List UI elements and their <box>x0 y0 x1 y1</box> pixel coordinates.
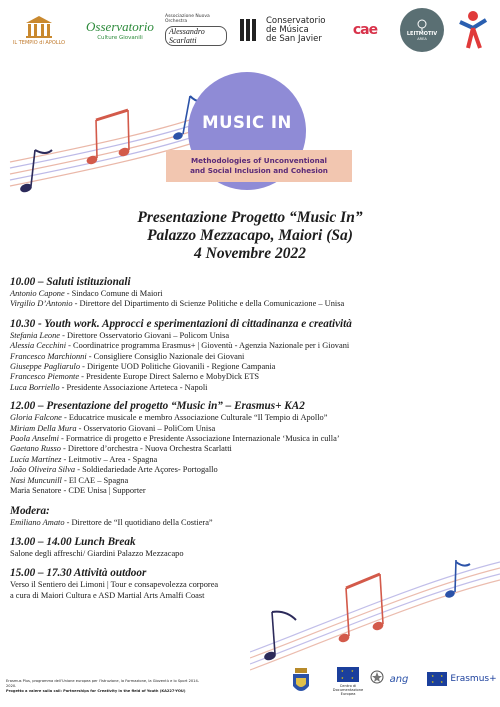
republic-emblem-logo <box>370 670 384 684</box>
conservatorio-line-3: de San Javier <box>266 33 322 44</box>
speaker-name: Lucía Martínez <box>10 454 62 464</box>
speaker-name: João Oliveira Silva <box>10 465 76 475</box>
speaker-role: - Leitmotiv – Area - Spagna <box>61 454 158 464</box>
speaker-role: - CDE Unisa | Supporter <box>61 486 146 496</box>
erasmus-plus-text: Erasmus+ <box>450 674 497 684</box>
cde-unisa-logo <box>330 664 366 698</box>
leitmotiv-badge <box>400 8 444 52</box>
leitmotiv-text: LEITMOTIV <box>406 31 438 37</box>
event-title-line-1: Presentazione Progetto “Music In” <box>137 209 363 226</box>
music-staff-bottom-illustration <box>250 560 500 680</box>
section-heading: 15.00 – 17.30 Attività outdoor <box>10 567 147 580</box>
person-figure-icon <box>456 8 490 52</box>
cde-logo-text: Centro di Documentazione Europea <box>332 683 364 696</box>
speaker-name: Paola Anselmi <box>10 434 59 444</box>
speaker-role: - Direttore Osservatorio Giovani – Policom Unisa <box>60 330 230 340</box>
speaker-name: Emiliano Amato <box>10 517 65 527</box>
event-title <box>0 209 500 263</box>
conservatorio-line-2: de Música <box>266 24 309 35</box>
project-subtitle <box>166 150 352 182</box>
conservatorio-logo <box>240 6 332 54</box>
tempio-di-apollo-logo <box>6 6 72 54</box>
info-line: Salone degli affreschi/ Giardini Palazzo Mezzacapo <box>10 548 184 558</box>
program-section-presentazione <box>10 400 490 496</box>
speaker-role: - Soldiedariedade Arte Açores- Portogallo <box>75 465 218 475</box>
speaker-name: Luca Borriello <box>10 382 60 392</box>
footer-line-2: Progetto a valere sulla call: Partnerships for Creativity in the field of Youth (KA227-YOU) <box>6 689 186 693</box>
erasmus-plus-logo <box>424 670 500 688</box>
speaker-line <box>10 518 490 528</box>
section-heading: 10.30 - Youth work. Approcci e sperimentazioni di cittadinanza e creatività <box>10 317 352 330</box>
speaker-role: - Direttore de “Il quotidiano della Costiera” <box>64 517 213 527</box>
temple-icon <box>24 14 54 40</box>
speaker-line <box>10 352 490 362</box>
speaker-line <box>10 372 490 382</box>
section-heading: 13.00 – 14.00 Lunch Break <box>10 535 136 548</box>
osservatorio-logo <box>84 6 156 54</box>
orchestra-scarlatti-logo <box>165 6 227 54</box>
speaker-role: - Formatrice di progetto e Presidente Associazione Internazionale ‘Musica in culla’ <box>58 434 340 444</box>
speaker-name: Stefania Leone <box>10 330 61 340</box>
speaker-line <box>10 486 490 496</box>
speaker-role: - Consigliere Consiglio Nazionale dei Giovani <box>86 351 245 361</box>
info-line: a cura di Maiori Cultura e ASD Martial Arts Amalfi Coast <box>10 590 205 600</box>
program-section-youth-work <box>10 318 490 393</box>
ang-logo-text: ang <box>389 673 409 685</box>
coat-of-arms-icon <box>292 668 310 696</box>
speaker-name: Gaetano Russo <box>10 444 61 454</box>
speaker-line <box>10 465 490 475</box>
project-title: MUSIC IN <box>202 113 292 132</box>
section-heading: 12.00 – Presentazione del progetto “Music in” – Erasmus+ KA2 <box>10 400 305 413</box>
leitmotiv-logo <box>398 6 446 54</box>
speaker-name: Francesco Marchionni <box>10 351 87 361</box>
osservatorio-logo-text: Osservatorio <box>86 19 154 34</box>
footer-logo-bar <box>290 664 500 700</box>
speaker-name: Antonio Capone <box>10 289 65 298</box>
speaker-name: Giuseppe Pagliarulo <box>10 362 81 372</box>
program-section-moderator <box>10 505 490 528</box>
orchestra-logo-text: Alessandro Scarlatti <box>165 26 227 46</box>
partner-logo-bar <box>0 6 500 54</box>
speaker-line <box>10 299 490 309</box>
speaker-role: - El CAE – Spagna <box>61 475 129 485</box>
eu-flag-icon: ★ ★ ★ ★ <box>427 672 447 686</box>
maiori-coat-of-arms-logo <box>290 666 312 698</box>
speaker-role: - Dirigente UOD Politiche Giovanili - Regione Campania <box>80 362 276 372</box>
speaker-name: Francesco Piemonte <box>10 372 80 382</box>
tempio-logo-text: IL TEMPIO di APOLLO <box>12 40 66 46</box>
speaker-line <box>10 331 490 341</box>
speaker-role: - Presidente Associazione Arteteca - Napoli <box>59 382 208 392</box>
star-emblem-icon <box>370 670 384 684</box>
speaker-line <box>10 444 490 454</box>
balloon-icon <box>416 19 428 31</box>
speaker-line <box>10 362 490 372</box>
project-subtitle-line-2: and Social Inclusion and Cohesion <box>190 166 328 175</box>
speaker-line <box>10 289 490 299</box>
speaker-line <box>10 383 490 393</box>
speaker-name: Gloria Falcone <box>10 413 62 423</box>
speaker-name: Nasi Muncunill <box>10 475 62 485</box>
program-section-saluti <box>10 276 490 310</box>
speaker-line <box>10 424 490 434</box>
leitmotiv-subtext: AREA <box>417 37 427 41</box>
event-venue: Palazzo Mezzacapo, Maiori (Sa) <box>147 227 353 244</box>
music-note-blue-bottom-icon <box>444 560 470 599</box>
speaker-name: Miriam Della Mura <box>10 423 77 433</box>
conservatorio-mark-icon <box>240 19 262 41</box>
section-heading: Modera: <box>10 504 50 517</box>
speaker-line <box>10 434 490 444</box>
cae-logo <box>340 6 390 54</box>
speaker-line <box>10 413 490 423</box>
project-subtitle-line-1: Methodologies of Unconventional <box>190 156 328 165</box>
speaker-line <box>10 476 490 486</box>
speaker-role: - Educatrice musicale e membro Associazione Culturale “Il Tempio di Apollo” <box>61 413 328 423</box>
speaker-role: - Direttore del Dipartimento di Scienze Politiche e della Comunicazione – Unisa <box>72 299 345 309</box>
orchestra-logo-top-text: Associazione Nuova Orchestra <box>165 14 210 24</box>
speaker-name: Alessia Cecchini <box>10 341 67 351</box>
speaker-name: Virgilio D’Antonio <box>10 299 73 309</box>
conservatorio-line-1: Conservatorio <box>266 15 326 26</box>
event-date: 4 Novembre 2022 <box>194 245 306 262</box>
footer-funding-note <box>6 679 206 694</box>
osservatorio-logo-subtext: Culture Giovanili <box>97 35 143 41</box>
speaker-role: - Coordinatrice programma Erasmus+ | Gioventù - Agenzia Nazionale per i Giovani <box>66 341 350 351</box>
eu-flag-icon: ★ ★ ★ ★ <box>337 667 359 682</box>
figure-logo <box>452 6 494 54</box>
speaker-role: - Osservatorio Giovani – PoliCom Unisa <box>76 423 216 433</box>
speaker-name: Maria Senatore <box>10 486 62 496</box>
info-line: Verso il Sentiero dei Limoni | Tour e consapevolezza corporea <box>10 580 219 590</box>
cae-logo-text: cae <box>352 22 378 38</box>
speaker-line <box>10 455 490 465</box>
speaker-role: - Direttore d’orchestra - Nuova Orchestra Scarlatti <box>60 444 232 454</box>
speaker-role: - Presidente Europe Direct Salerno e MobyDick ETS <box>79 372 260 382</box>
footer-line-1: Erasmus Plus, programma dell’Unione europea per l’Istruzione, la Formazione, la Gioventù e lo Sport 2014-2020. <box>6 679 200 688</box>
program-section-lunch <box>10 536 490 559</box>
ang-logo <box>386 670 412 688</box>
section-heading: 10.00 – Saluti istituzionali <box>10 276 131 288</box>
speaker-line <box>10 341 490 351</box>
speaker-role: - Sindaco Comune di Maiori <box>64 289 163 298</box>
